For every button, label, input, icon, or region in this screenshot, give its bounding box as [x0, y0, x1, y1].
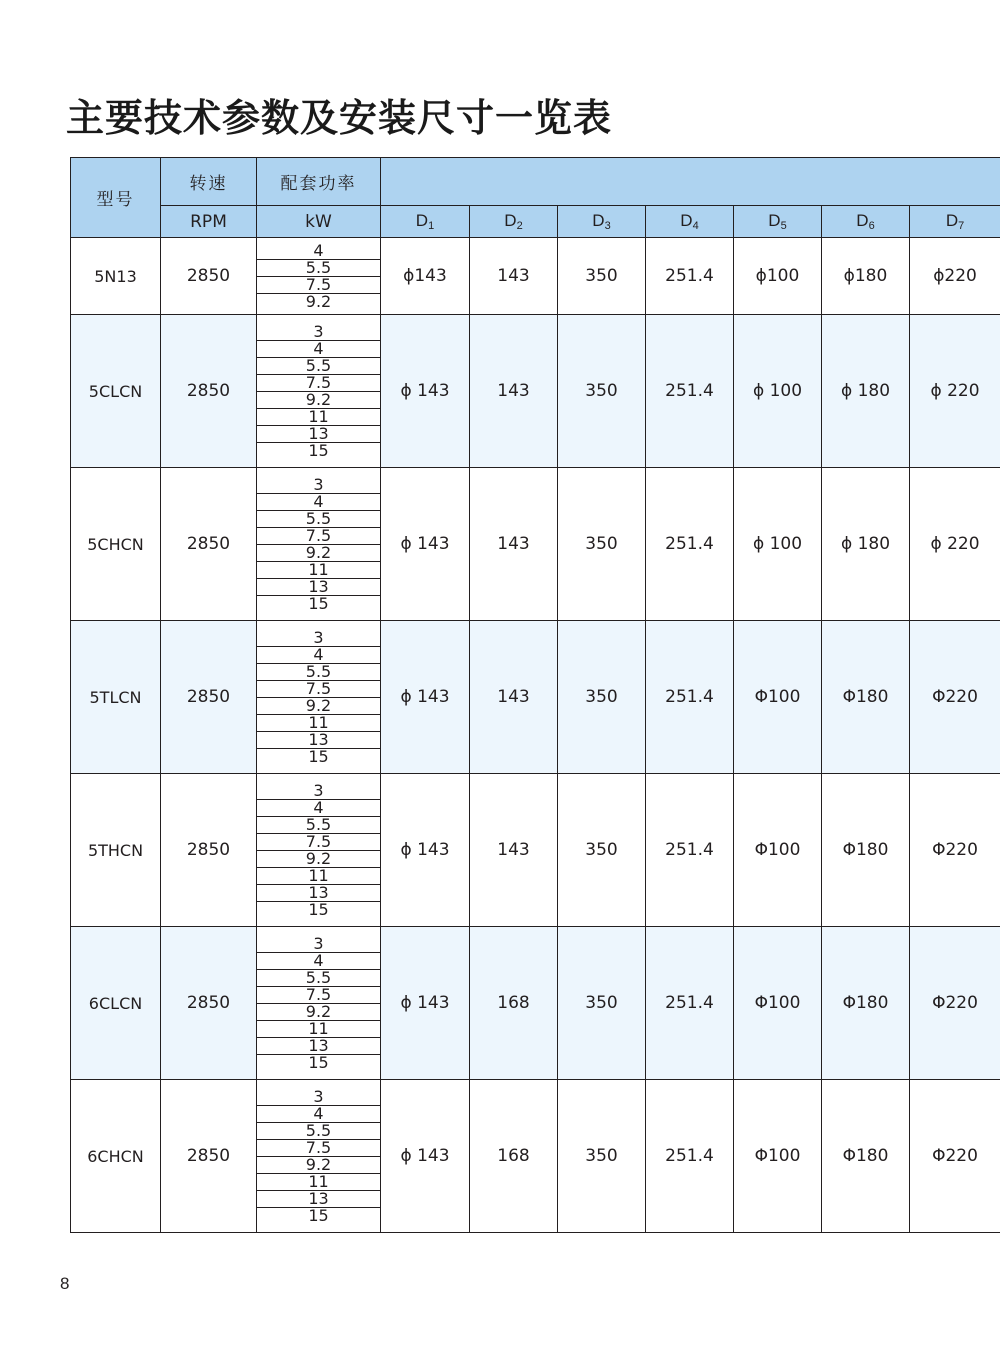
kw-cell [257, 927, 381, 1080]
rpm-cell: 2850 [161, 774, 257, 927]
dimension-subscript: 1 [428, 220, 435, 232]
dimension-cell-d2: 143 [470, 315, 558, 468]
dimension-header-d5 [734, 206, 822, 238]
dimension-cell-d7: ϕ220 [910, 238, 1000, 315]
kw-item: 13 [257, 426, 380, 443]
dimension-cell-d5: Φ100 [734, 774, 822, 927]
dimension-subscript: 2 [516, 220, 523, 232]
kw-item: 15 [308, 1054, 329, 1071]
table-row [71, 238, 1000, 315]
dimension-cell-d5: ϕ100 [734, 238, 822, 315]
dimension-cell-d4: 251.4 [646, 315, 734, 468]
dimension-cell-d5: ϕ 100 [734, 315, 822, 468]
kw-item: 4 [257, 800, 380, 817]
model-cell: 5CHCN [71, 468, 161, 621]
dimension-header-d7 [910, 206, 1000, 238]
kw-item: 15 [308, 748, 329, 765]
kw-item: 15 [308, 1207, 329, 1224]
spec-table [70, 157, 1000, 1233]
dimension-cell-d3: 350 [558, 774, 646, 927]
model-cell: 6CLCN [71, 927, 161, 1080]
kw-list [257, 630, 380, 765]
dimension-cell-d4: 251.4 [646, 774, 734, 927]
kw-item: 9.2 [257, 545, 380, 562]
dimension-cell-d4: 251.4 [646, 238, 734, 315]
dimension-cell-d5: Φ100 [734, 621, 822, 774]
kw-item: 13 [257, 732, 380, 749]
kw-item: 11 [257, 562, 380, 579]
kw-item: 3 [257, 630, 380, 647]
table-row [71, 468, 1000, 621]
kw-item: 5.5 [257, 817, 380, 834]
kw-cell [257, 468, 381, 621]
dimension-header-d2 [470, 206, 558, 238]
kw-item: 7.5 [257, 987, 380, 1004]
kw-item: 13 [257, 885, 380, 902]
kw-item: 7.5 [257, 834, 380, 851]
kw-item: 13 [257, 579, 380, 596]
dimension-cell-d7: ϕ 220 [910, 468, 1000, 621]
dimension-cell-d2: 143 [470, 238, 558, 315]
dimension-header-d1 [381, 206, 470, 238]
kw-item: 15 [308, 901, 329, 918]
dimension-cell-d1: ϕ 143 [381, 468, 470, 621]
kw-item: 9.2 [257, 1157, 380, 1174]
dimension-letter: D [415, 211, 429, 230]
dimension-subscript: 4 [692, 220, 699, 232]
kw-cell [257, 774, 381, 927]
dimension-cell-d5: ϕ 100 [734, 468, 822, 621]
dimension-cell-d3: 350 [558, 468, 646, 621]
dimension-cell-d2: 143 [470, 774, 558, 927]
kw-list [257, 936, 380, 1071]
dimension-cell-d1: ϕ 143 [381, 774, 470, 927]
page-title: 主要技术参数及安装尺寸一览表 [66, 96, 613, 140]
kw-unit-header: kW [257, 206, 381, 238]
dimension-subscript: 6 [868, 220, 875, 232]
dimension-header-blank [381, 158, 1000, 206]
model-cell: 6CHCN [71, 1080, 161, 1233]
dimension-cell-d4: 251.4 [646, 468, 734, 621]
kw-item: 15 [308, 595, 329, 612]
dimension-cell-d7: Φ220 [910, 774, 1000, 927]
kw-item: 13 [257, 1038, 380, 1055]
kw-item: 5.5 [257, 664, 380, 681]
dimension-header-d4 [646, 206, 734, 238]
kw-list [257, 324, 380, 459]
rpm-cell: 2850 [161, 238, 257, 315]
model-cell: 5TLCN [71, 621, 161, 774]
dimension-letter: D [680, 211, 693, 230]
dimension-letter: D [856, 211, 869, 230]
dimension-cell-d3: 350 [558, 238, 646, 315]
dimension-cell-d2: 168 [470, 1080, 558, 1233]
dimension-cell-d1: ϕ 143 [381, 621, 470, 774]
dimension-cell-d6: ϕ180 [822, 238, 910, 315]
kw-item: 4 [257, 243, 380, 260]
header-row-top [71, 158, 1000, 206]
dimension-cell-d1: ϕ 143 [381, 1080, 470, 1233]
dimension-cell-d2: 168 [470, 927, 558, 1080]
kw-item: 3 [257, 324, 380, 341]
dimension-cell-d4: 251.4 [646, 1080, 734, 1233]
power-header: 配套功率 [257, 158, 381, 206]
kw-item: 7.5 [257, 681, 380, 698]
kw-item: 7.5 [257, 375, 380, 392]
dimension-subscript: 5 [780, 220, 787, 232]
dimension-header-d6 [822, 206, 910, 238]
kw-item: 3 [257, 783, 380, 800]
rpm-unit-header: RPM [161, 206, 257, 238]
dimension-cell-d7: ϕ 220 [910, 315, 1000, 468]
header-row-units [71, 206, 1000, 238]
dimension-cell-d6: Φ180 [822, 1080, 910, 1233]
dimension-cell-d6: ϕ 180 [822, 468, 910, 621]
dimension-subscript: 3 [604, 220, 611, 232]
dimension-cell-d3: 350 [558, 621, 646, 774]
kw-item: 4 [257, 953, 380, 970]
model-cell: 5CLCN [71, 315, 161, 468]
kw-item: 11 [257, 1174, 380, 1191]
dimension-cell-d6: ϕ 180 [822, 315, 910, 468]
kw-item: 9.2 [257, 392, 380, 409]
dimension-cell-d7: Φ220 [910, 621, 1000, 774]
kw-list [257, 783, 380, 918]
dimension-letter: D [592, 211, 605, 230]
rpm-cell: 2850 [161, 1080, 257, 1233]
dimension-cell-d1: ϕ143 [381, 238, 470, 315]
kw-item: 3 [257, 477, 380, 494]
table-row [71, 927, 1000, 1080]
dimension-cell-d7: Φ220 [910, 1080, 1000, 1233]
dimension-letter: D [945, 211, 959, 230]
dimension-header-d3 [558, 206, 646, 238]
rpm-cell: 2850 [161, 315, 257, 468]
kw-item: 4 [257, 494, 380, 511]
kw-item: 4 [257, 1106, 380, 1123]
dimension-cell-d3: 350 [558, 315, 646, 468]
model-header: 型号 [71, 158, 161, 238]
kw-item: 7.5 [257, 1140, 380, 1157]
dimension-cell-d4: 251.4 [646, 927, 734, 1080]
kw-item: 7.5 [257, 277, 380, 294]
kw-item: 11 [257, 715, 380, 732]
kw-list [257, 1089, 380, 1224]
dimension-letter: D [768, 211, 781, 230]
kw-item: 13 [257, 1191, 380, 1208]
model-cell: 5THCN [71, 774, 161, 927]
kw-item: 9.2 [305, 293, 332, 310]
dimension-cell-d7: Φ220 [910, 927, 1000, 1080]
rpm-cell: 2850 [161, 621, 257, 774]
kw-item: 5.5 [257, 1123, 380, 1140]
dimension-cell-d3: 350 [558, 1080, 646, 1233]
kw-item: 11 [257, 868, 380, 885]
spec-table-body [71, 238, 1000, 1233]
kw-item: 5.5 [257, 511, 380, 528]
kw-item: 9.2 [257, 851, 380, 868]
dimension-cell-d6: Φ180 [822, 774, 910, 927]
page-number: 8 [60, 1274, 70, 1293]
model-cell: 5N13 [71, 238, 161, 315]
rpm-cell: 2850 [161, 927, 257, 1080]
kw-list [257, 243, 380, 310]
dimension-cell-d4: 251.4 [646, 621, 734, 774]
table-row [71, 774, 1000, 927]
kw-cell [257, 315, 381, 468]
dimension-cell-d5: Φ100 [734, 927, 822, 1080]
kw-item: 9.2 [257, 698, 380, 715]
kw-item: 11 [257, 1021, 380, 1038]
kw-list [257, 477, 380, 612]
kw-item: 5.5 [257, 260, 380, 277]
kw-item: 4 [257, 341, 380, 358]
kw-item: 7.5 [257, 528, 380, 545]
kw-cell [257, 1080, 381, 1233]
rpm-cell: 2850 [161, 468, 257, 621]
table-row [71, 621, 1000, 774]
kw-item: 9.2 [257, 1004, 380, 1021]
dimension-cell-d3: 350 [558, 927, 646, 1080]
kw-item: 4 [257, 647, 380, 664]
kw-item: 11 [257, 409, 380, 426]
kw-item: 5.5 [257, 358, 380, 375]
kw-cell [257, 621, 381, 774]
dimension-cell-d2: 143 [470, 468, 558, 621]
dimension-subscript: 7 [958, 220, 965, 232]
kw-cell [257, 238, 381, 315]
dimension-cell-d5: Φ100 [734, 1080, 822, 1233]
kw-item: 5.5 [257, 970, 380, 987]
dimension-letter: D [504, 211, 517, 230]
kw-item: 3 [257, 1089, 380, 1106]
dimension-cell-d2: 143 [470, 621, 558, 774]
dimension-cell-d1: ϕ 143 [381, 927, 470, 1080]
dimension-cell-d1: ϕ 143 [381, 315, 470, 468]
table-row [71, 1080, 1000, 1233]
kw-item: 3 [257, 936, 380, 953]
table-row [71, 315, 1000, 468]
dimension-cell-d6: Φ180 [822, 621, 910, 774]
speed-header: 转速 [161, 158, 257, 206]
dimension-cell-d6: Φ180 [822, 927, 910, 1080]
kw-item: 15 [308, 442, 329, 459]
